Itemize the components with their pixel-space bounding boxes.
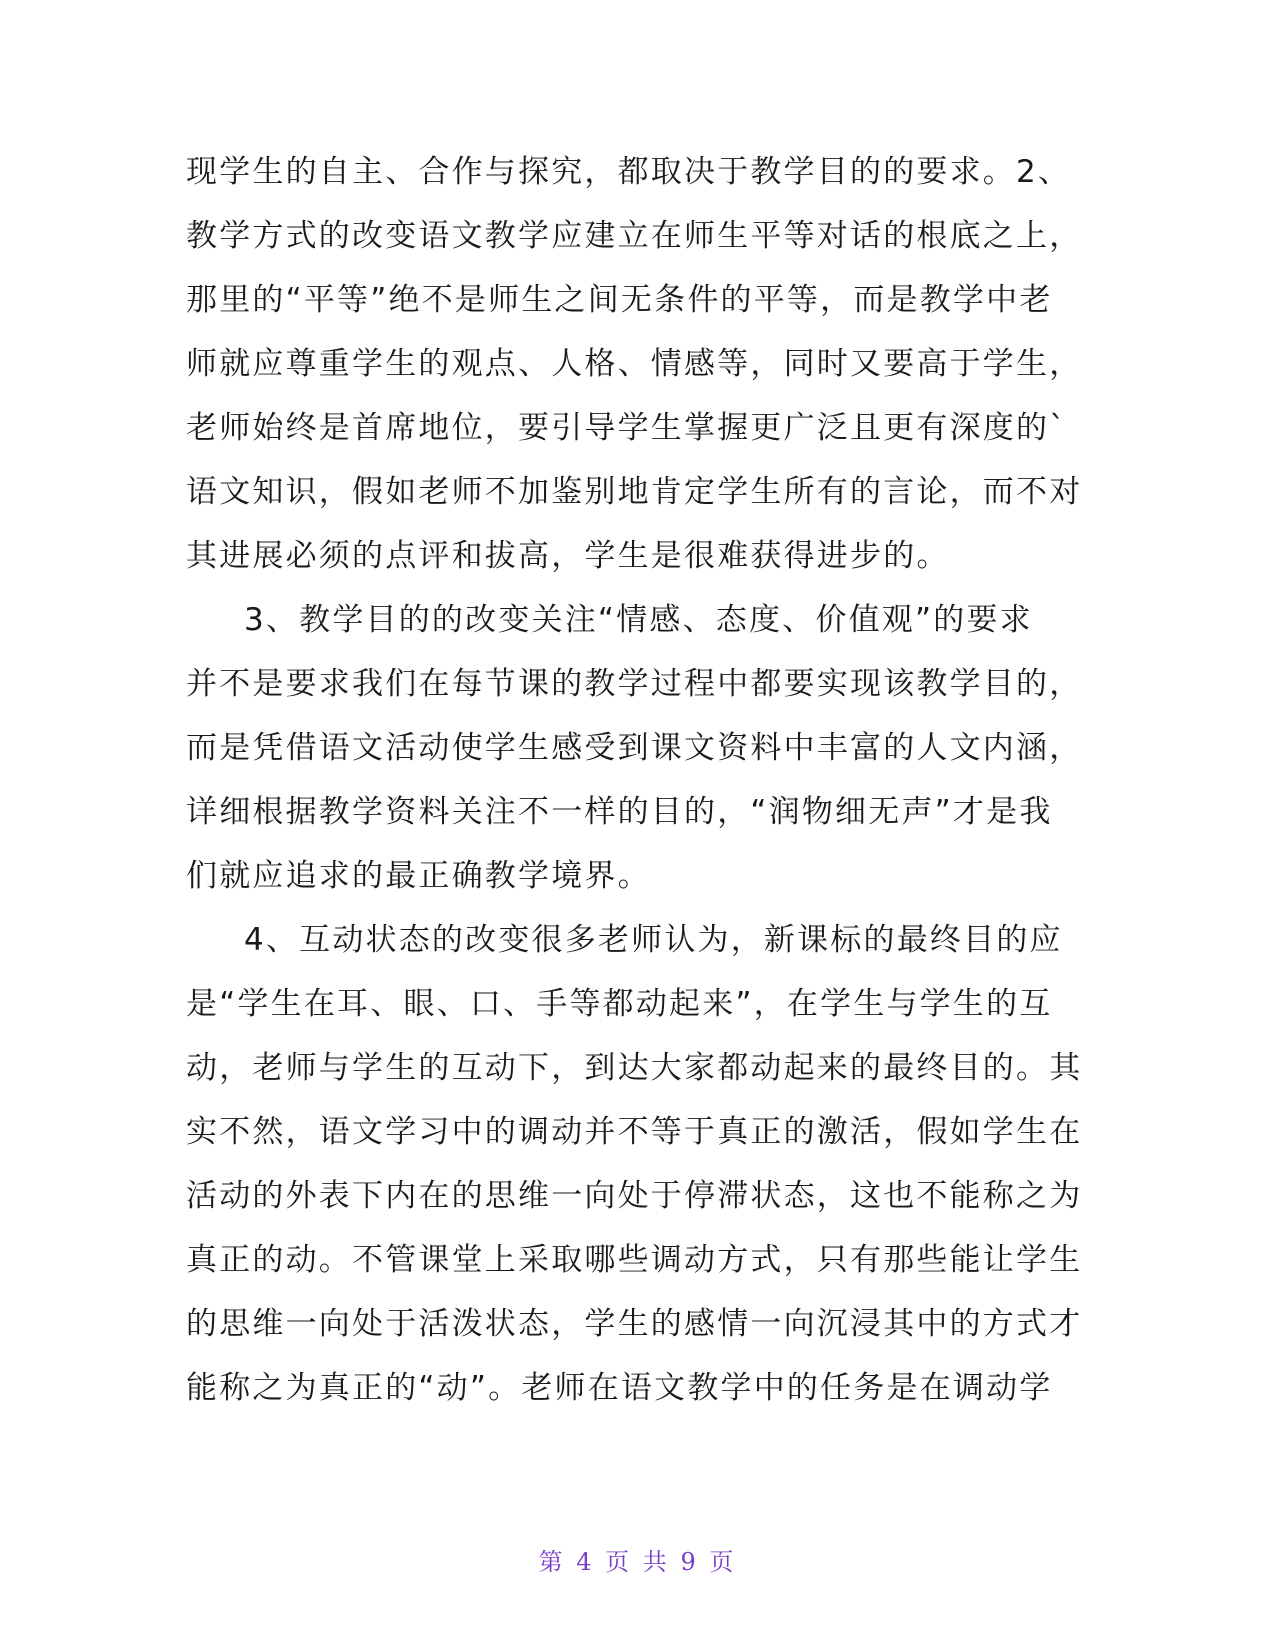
text-line-13: 4、互动状态的改变很多老师认为，新课标的最终目的应 (244, 922, 1063, 958)
text-line-16: 实不然，语文学习中的调动并不等于真正的激活，假如学生在 (186, 1114, 1083, 1150)
text-line-19: 的思维一向处于活泼状态，学生的感情一向沉浸其中的方式才 (186, 1306, 1083, 1342)
text-line-17: 活动的外表下内在的思维一向处于停滞状态，这也不能称之为 (186, 1178, 1083, 1214)
text-line-18: 真正的动。不管课堂上采取哪些调动方式，只有那些能让学生 (186, 1242, 1083, 1278)
text-line-15: 动，老师与学生的互动下，到达大家都动起来的最终目的。其 (186, 1050, 1083, 1086)
text-line-8: 3、教学目的的改变关注“情感、态度、价值观”的要求 (244, 602, 1033, 638)
text-line-3: 那里的“平等”绝不是师生之间无条件的平等，而是教学中老 (186, 282, 1053, 318)
text-line-14: 是“学生在耳、眼、口、手等都动起来”，在学生与学生的互 (186, 986, 1053, 1022)
text-line-2: 教学方式的改变语文教学应建立在师生平等对话的根底之上， (186, 218, 1083, 254)
text-line-9: 并不是要求我们在每节课的教学过程中都要实现该教学目的， (186, 666, 1083, 702)
text-line-20: 能称之为真正的“动”。老师在语文教学中的任务是在调动学 (186, 1370, 1053, 1406)
text-line-1: 现学生的自主、合作与探究，都取决于教学目的的要求。2、 (186, 154, 1072, 190)
text-line-5: 老师始终是首席地位，要引导学生掌握更广泛且更有深度的` (186, 410, 1067, 446)
text-line-7: 其进展必须的点评和拔高，学生是很难获得进步的。 (186, 538, 950, 574)
text-line-10: 而是凭借语文活动使学生感受到课文资料中丰富的人文内涵， (186, 730, 1083, 766)
text-line-11: 详细根据教学资料关注不一样的目的，“润物细无声”才是我 (186, 794, 1053, 830)
document-body (186, 140, 1086, 1420)
text-line-12: 们就应追求的最正确教学境界。 (186, 858, 651, 894)
text-line-6: 语文知识，假如老师不加鉴别地肯定学生所有的言论，而不对 (186, 474, 1083, 510)
page-number-footer: 第 4 页 共 9 页 (538, 1548, 737, 1576)
text-line-4: 师就应尊重学生的观点、人格、情感等，同时又要高于学生， (186, 346, 1083, 382)
